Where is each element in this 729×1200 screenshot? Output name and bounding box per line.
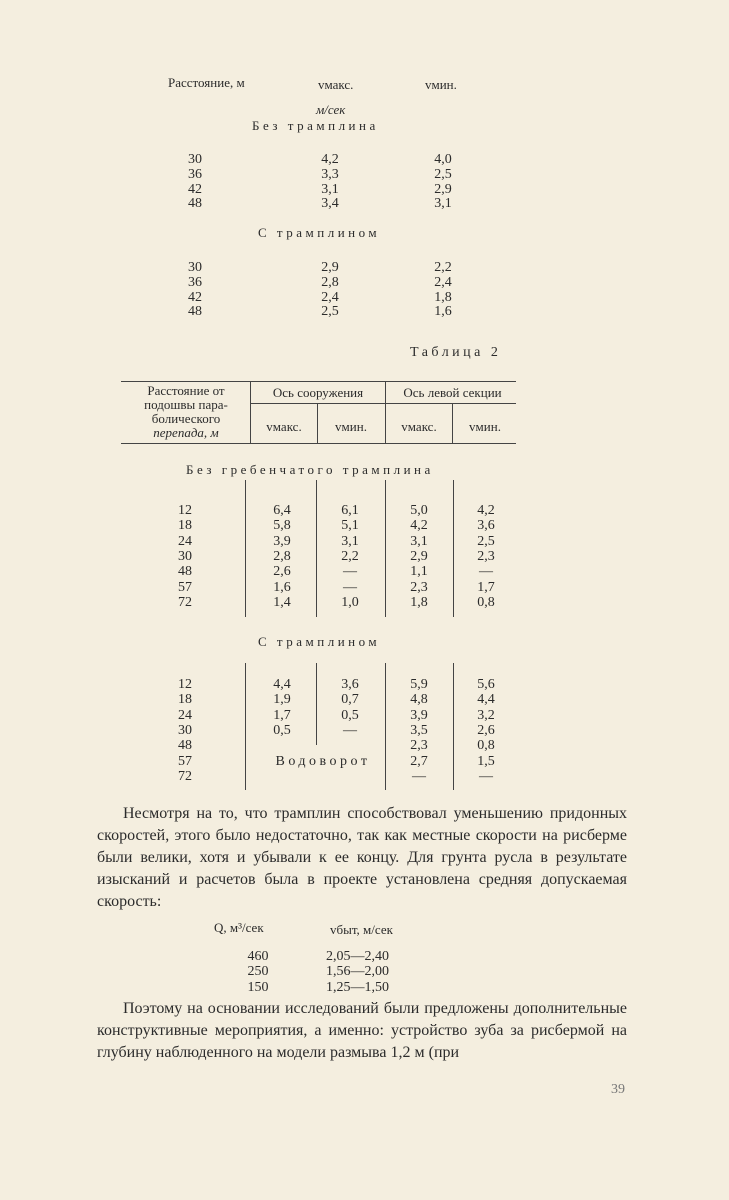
- t1-header-distance: Расстояние, м: [168, 75, 245, 90]
- t1-section-title: С трамплином: [258, 225, 381, 240]
- paragraph-text: Несмотря на то, что трамплин способствовал уменьшению придонных скоростей, этого было недостаточно, так как местные скорости на рисберме были велики, хотя и убывали к ее концу. Для грунта русла в результате изысканий и расчетов была в проекте установлена средняя допускаемая скорость:: [97, 805, 627, 910]
- t2-section-title: Без гребенчатого трамплина: [186, 462, 434, 477]
- table-cell: 42: [188, 289, 202, 305]
- table-cell: 1,8: [434, 289, 452, 305]
- table-cell: 2,9: [410, 548, 428, 564]
- t2-top-rule: [121, 381, 516, 382]
- table-cell: 4,2: [410, 518, 428, 534]
- table-cell: 1,6: [273, 579, 291, 595]
- t2-body-vline: [453, 480, 454, 617]
- t2-vline: [385, 381, 386, 443]
- table-cell: —: [343, 722, 357, 738]
- table-cell: 12: [178, 677, 192, 692]
- table-cell: 1,1: [410, 564, 428, 580]
- t1-header-vmin: vмин.: [425, 77, 457, 92]
- t2-header-distance-line: Расстояние от: [147, 383, 225, 398]
- t2-body-vline: [316, 480, 317, 617]
- table-cell: 0,8: [477, 738, 495, 754]
- t2-caption: Таблица 2: [410, 345, 502, 360]
- table-cell: 4,4: [273, 677, 291, 692]
- body-paragraph-2: [97, 998, 627, 1064]
- table-cell: 57: [178, 579, 192, 595]
- table-cell: 1,56—2,00: [326, 964, 389, 980]
- paragraph-text: Поэтому на основании исследований были предложены дополнительные конструктивные мероприятия, а именно: устройство зуба за рисбермой на глубину наблюденного на модели размыва 1,2 м (при: [97, 1000, 627, 1061]
- t2-header-vmin: vмин.: [335, 419, 367, 434]
- t2-vline: [250, 381, 251, 443]
- table-cell: 2,6: [477, 722, 495, 738]
- table-cell: —: [479, 768, 493, 784]
- t1-header-unit: м/сек: [316, 102, 346, 117]
- t2-body-vline: [316, 663, 317, 745]
- t2-header-distance-line: подошвы пара-: [144, 397, 228, 412]
- t2-header-vmax: vмакс.: [266, 419, 302, 434]
- table-cell: —: [412, 768, 426, 784]
- table-cell: 0,8: [477, 594, 495, 610]
- table-cell: 1,4: [273, 594, 291, 610]
- table-cell: 30: [178, 722, 192, 738]
- table-cell: 5,1: [341, 518, 359, 534]
- table-cell: 36: [188, 166, 202, 182]
- table-cell: 3,6: [477, 518, 495, 534]
- table-cell: 1,7: [477, 579, 495, 595]
- table-cell: 48: [178, 564, 192, 580]
- t2-body-vline: [245, 480, 246, 617]
- table-cell: 3,1: [434, 196, 452, 212]
- t2-header-distance: [125, 384, 247, 440]
- table-cell: 3,5: [410, 722, 428, 738]
- table-cell: 4,8: [410, 692, 428, 708]
- table-cell: 460: [247, 949, 269, 964]
- table-cell: 1,7: [273, 707, 291, 723]
- table-cell: 250: [247, 964, 269, 980]
- table-cell: 6,1: [341, 503, 359, 518]
- table-cell: 1,9: [273, 692, 291, 708]
- table-cell: 24: [178, 533, 192, 549]
- table-cell: Водоворот: [275, 753, 371, 769]
- table-cell: 3,1: [410, 533, 428, 549]
- table-cell: 30: [178, 548, 192, 564]
- table-cell: 0,5: [273, 722, 291, 738]
- table-cell: 4,2: [477, 503, 495, 518]
- table-cell: 3,9: [273, 533, 291, 549]
- table-cell: 2,2: [434, 260, 452, 275]
- t2-header-group1: Ось сооружения: [272, 385, 364, 400]
- table-cell: 2,7: [410, 753, 428, 769]
- table-cell: 1,25—1,50: [326, 979, 389, 995]
- t2-header-distance-line: болического: [151, 411, 221, 426]
- table-cell: 1,8: [410, 594, 428, 610]
- table-cell: 48: [188, 196, 202, 212]
- table-cell: 3,1: [321, 181, 339, 197]
- table-cell: 48: [188, 304, 202, 320]
- t1-header-vmax: vмакс.: [318, 77, 354, 92]
- table-cell: 2,6: [273, 564, 291, 580]
- table-cell: 150: [247, 979, 269, 995]
- table-cell: 4,2: [321, 152, 339, 167]
- t2-body-vline: [245, 663, 246, 790]
- table-cell: 2,2: [341, 548, 359, 564]
- t2-section-title: С трамплином: [258, 634, 381, 649]
- body-paragraph-1: [97, 803, 627, 913]
- t3-header-v: vбыт, м/сек: [330, 922, 393, 937]
- t2-body-vline: [385, 480, 386, 617]
- table-cell: 42: [188, 181, 202, 197]
- t2-body-vline: [453, 663, 454, 790]
- table-cell: 12: [178, 503, 192, 518]
- table-cell: 4,4: [477, 692, 495, 708]
- t2-header-bottom-rule: [121, 443, 516, 444]
- table-cell: 18: [178, 692, 192, 708]
- table-cell: 0,5: [341, 707, 359, 723]
- table-cell: 2,5: [434, 166, 452, 182]
- table-cell: 5,6: [477, 677, 495, 692]
- table-cell: 2,5: [477, 533, 495, 549]
- table-cell: 30: [188, 260, 202, 275]
- table-cell: 2,9: [321, 260, 339, 275]
- table-cell: —: [479, 564, 493, 580]
- table-cell: 3,6: [341, 677, 359, 692]
- t1-section-title: Без трамплина: [252, 118, 379, 133]
- table-cell: 5,0: [410, 503, 428, 518]
- table-cell: 3,9: [410, 707, 428, 723]
- table-cell: —: [343, 579, 357, 595]
- table-cell: 2,3: [477, 548, 495, 564]
- table-cell: —: [343, 564, 357, 580]
- t2-body-vline: [385, 663, 386, 790]
- table-cell: 2,5: [321, 304, 339, 320]
- table-cell: 72: [178, 768, 192, 784]
- table-cell: 1,6: [434, 304, 452, 320]
- page-number: 39: [611, 1082, 625, 1097]
- table-cell: 2,3: [410, 738, 428, 754]
- table-cell: 3,1: [341, 533, 359, 549]
- table-cell: 1,0: [341, 594, 359, 610]
- table-cell: 2,8: [321, 274, 339, 290]
- table-cell: 5,8: [273, 518, 291, 534]
- table-cell: 24: [178, 707, 192, 723]
- table-cell: 18: [178, 518, 192, 534]
- table-cell: 2,8: [273, 548, 291, 564]
- table-cell: 2,9: [434, 181, 452, 197]
- table-cell: 36: [188, 274, 202, 290]
- table-cell: 0,7: [341, 692, 359, 708]
- table-cell: 6,4: [273, 503, 291, 518]
- table-cell: 2,4: [321, 289, 339, 305]
- t2-header-vmax-2: vмакс.: [401, 419, 437, 434]
- t2-subheader-rule: [250, 403, 516, 404]
- t2-header-vmin-2: vмин.: [469, 419, 501, 434]
- table-cell: 72: [178, 594, 192, 610]
- table-cell: 30: [188, 152, 202, 167]
- table-cell: 2,3: [410, 579, 428, 595]
- table-cell: 3,2: [477, 707, 495, 723]
- t2-header-distance-line: перепада, м: [153, 425, 219, 440]
- table-cell: 4,0: [434, 152, 452, 167]
- table-cell: 3,3: [321, 166, 339, 182]
- t2-vline: [452, 403, 453, 443]
- table-cell: 3,4: [321, 196, 339, 212]
- t2-vline: [317, 403, 318, 443]
- table-cell: 48: [178, 738, 192, 754]
- t3-header-q: Q, м³/сек: [214, 920, 264, 935]
- table-cell: 57: [178, 753, 192, 769]
- table-cell: 2,05—2,40: [326, 949, 389, 964]
- table-cell: 5,9: [410, 677, 428, 692]
- t2-header-group2: Ось левой секции: [403, 385, 502, 400]
- table-cell: 1,5: [477, 753, 495, 769]
- table-cell: 2,4: [434, 274, 452, 290]
